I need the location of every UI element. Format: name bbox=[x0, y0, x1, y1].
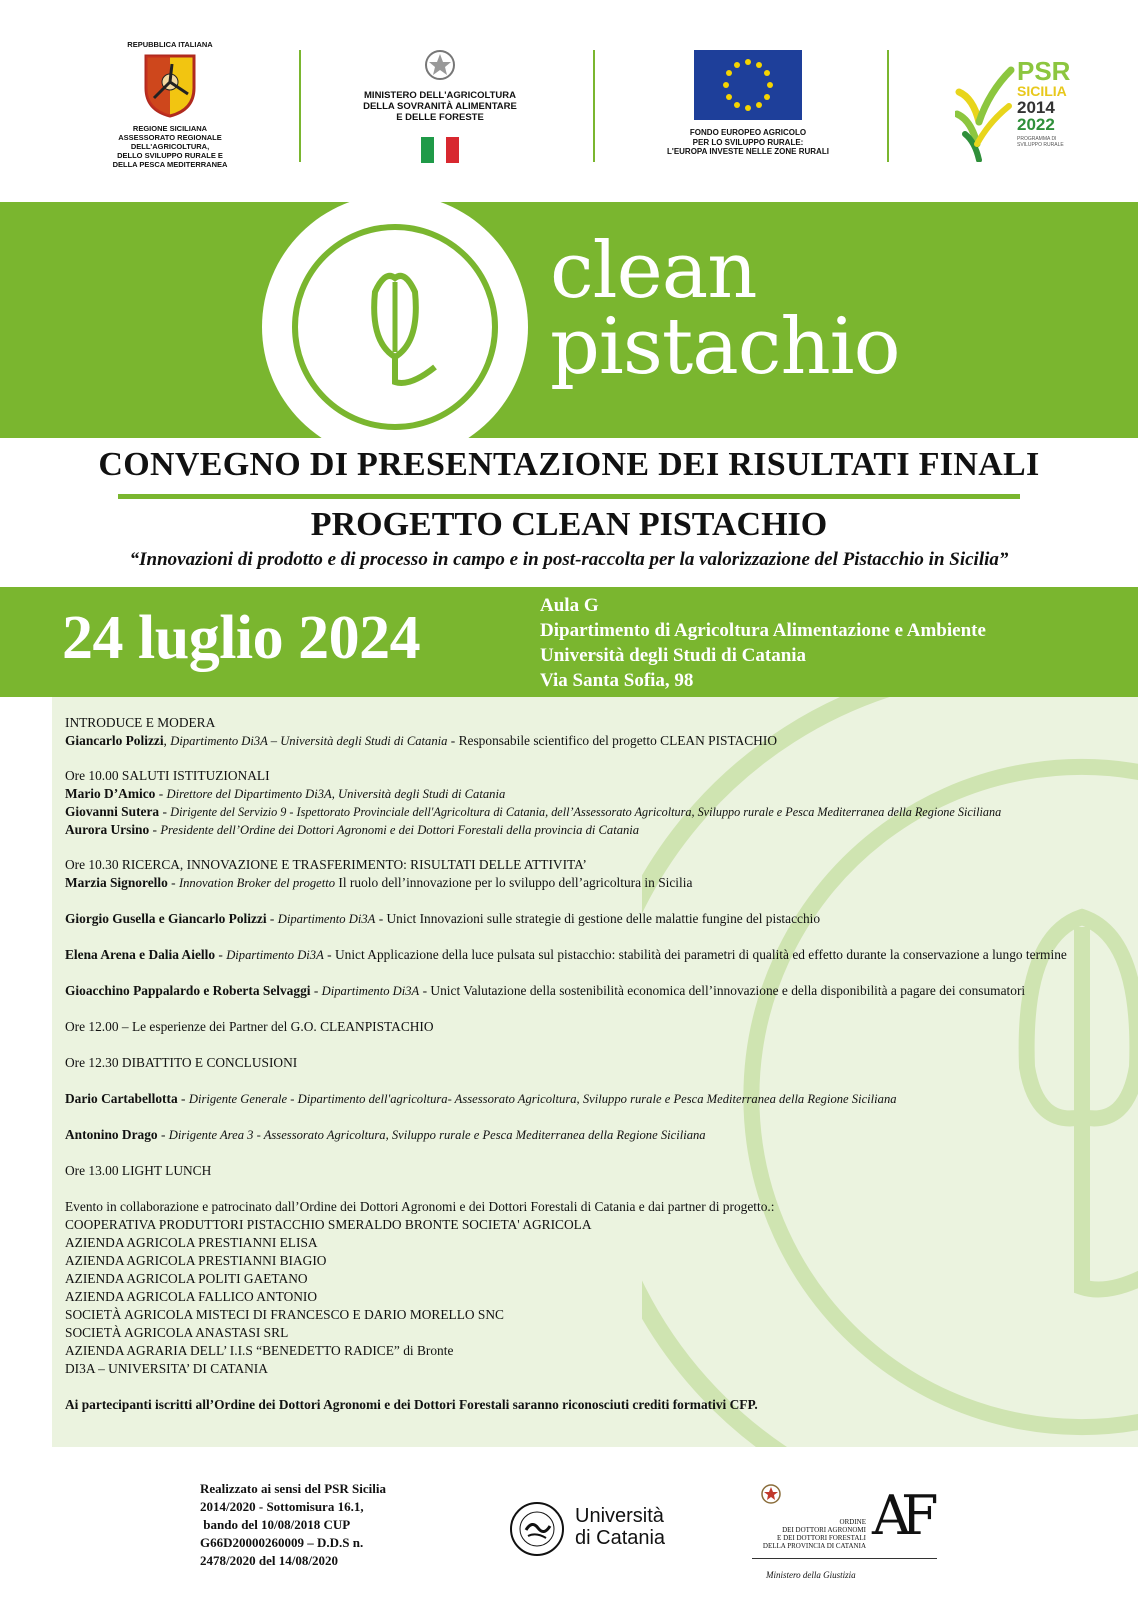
talk-item: Giorgio Gusella e Giancarlo Polizzi - Dipartimento Di3A - Unict Innovazioni sulle strategie di gestione delle malattie fungine del pistacchio bbox=[65, 911, 821, 926]
saluti-heading: Ore 10.00 SALUTI ISTITUZIONALI bbox=[65, 768, 270, 783]
speaker-name: Giancarlo Polizzi bbox=[65, 733, 164, 748]
speaker-role: Innovation Broker del progetto bbox=[178, 876, 336, 890]
project-title: PROGETTO CLEAN PISTACHIO bbox=[310, 506, 828, 543]
header-divider bbox=[593, 50, 595, 162]
speaker-role: Dirigente Generale - Dipartimento dell'agricoltura- Assessorato Agricoltura, Sviluppo rurale e Pesca Mediterranea della Regione Siciliana bbox=[188, 1092, 897, 1106]
partner-item: DI3A – UNIVERSITA’ DI CATANIA bbox=[65, 1361, 268, 1376]
cfp-text: Ai partecipanti iscritti all’Ordine dei Dottori Agronomi e dei Dottori Forestali saranno riconosciuti crediti formativi CFP. bbox=[65, 1397, 758, 1412]
partner-item: AZIENDA AGRICOLA FALLICO ANTONIO bbox=[65, 1289, 318, 1304]
ordine-line: DELLA PROVINCIA DI CATANIA bbox=[762, 1542, 866, 1550]
speaker-name: Antonino Drago bbox=[65, 1127, 158, 1142]
ministero-line-3: E DELLE FORESTE bbox=[396, 112, 484, 123]
ministero-line-2: DELLA SOVRANITÀ ALIMENTARE bbox=[363, 101, 517, 112]
psr-reference-note bbox=[200, 1480, 386, 1570]
unict-logo-text bbox=[575, 1505, 665, 1549]
speaker-desc: - Unict Valutazione della sostenibilità economica dell’innovazione e della disponibilità a pagare dei consumatori bbox=[419, 983, 1026, 998]
repubblica-label: REPUBBLICA ITALIANA bbox=[127, 40, 213, 49]
event-date: 24 luglio 2024 bbox=[62, 604, 421, 672]
unict-line-2: di Catania bbox=[575, 1527, 666, 1549]
conclusion-speaker: Antonino Drago - Dirigente Area 3 - Assessorato Agricoltura, Sviluppo rurale e Pesca Mediterranea della Regione Siciliana bbox=[65, 1127, 706, 1142]
ricerca-heading: Ore 10.30 RICERCA, INNOVAZIONE E TRASFERIMENTO: RISULTATI DELLE ATTIVITA’ bbox=[65, 857, 587, 872]
saluti-speaker: Mario D’Amico - Direttore del Dipartimento Di3A, Università degli Studi di Catania bbox=[65, 786, 506, 801]
speaker-name: Marzia Signorello bbox=[65, 875, 168, 890]
note-line: G66D20000260009 – D.D.S n. bbox=[200, 1535, 364, 1550]
speaker-role: Dirigente Area 3 - Assessorato Agricoltura, Sviluppo rurale e Pesca Mediterranea della Regione Siciliana bbox=[168, 1128, 706, 1142]
speaker-name: Giorgio Gusella e Giancarlo Polizzi bbox=[65, 911, 267, 926]
ordine-line: E DEI DOTTORI FORESTALI bbox=[777, 1534, 866, 1542]
speaker-role: Dipartimento Di3A – Università degli Studi di Catania bbox=[170, 734, 448, 748]
emblem-icon bbox=[423, 48, 457, 82]
ordine-line: ORDINE bbox=[839, 1518, 866, 1526]
saluti-speaker: Giovanni Sutera - Dirigente del Servizio 9 - Ispettorato Provinciale dell'Agricoltura di Catania, dell’Assessorato Agricoltura, Sviluppo rurale e Pesca Mediterranea della Regione Siciliana bbox=[65, 804, 1002, 819]
note-line: 2478/2020 del 14/08/2020 bbox=[200, 1553, 338, 1568]
psr-sicilia-text: SICILIA bbox=[1017, 83, 1067, 99]
partner-item: AZIENDA AGRICOLA PRESTIANNI ELISA bbox=[65, 1235, 318, 1250]
speaker-role: Dirigente del Servizio 9 - Ispettorato Provinciale dell'Agricoltura di Catania, dell’Assessorato Agricoltura, Sviluppo rurale e Pesca Mediterranea della Regione Siciliana bbox=[170, 805, 1002, 819]
cfp-note bbox=[65, 1396, 1105, 1414]
psr-text: PSR bbox=[1017, 56, 1071, 86]
partner-session: Ore 12.00 – Le esperienze dei Partner del G.O. CLEANPISTACHIO bbox=[65, 1019, 434, 1034]
eu-feasr-logo bbox=[650, 50, 846, 157]
clean-pistachio-emblem-icon bbox=[250, 202, 540, 438]
brand-clean-text: clean bbox=[550, 226, 757, 316]
event-venue bbox=[540, 593, 986, 693]
speaker-role: Dipartimento Di3A bbox=[277, 912, 376, 926]
regione-line-3: DELLO SVILUPPO RURALE E bbox=[117, 151, 223, 160]
ricerca-speaker: Marzia Signorello - Innovation Broker del progetto Il ruolo dell’innovazione per lo sviluppo dell’agricoltura in Sicilia bbox=[65, 875, 693, 890]
note-line: 2014/2020 - Sottomisura 16.1, bbox=[200, 1499, 364, 1514]
psr-year-start: 2014 bbox=[1017, 98, 1055, 117]
intro-speaker: Giancarlo Polizzi, Dipartimento Di3A – Università degli Studi di Catania - Responsabile scientifico del progetto CLEAN PISTACHIO bbox=[65, 733, 777, 748]
unict-line-1: Università bbox=[575, 1505, 664, 1527]
eu-line-1: FONDO EUROPEO AGRICOLO bbox=[689, 128, 807, 137]
speaker-name: Giovanni Sutera bbox=[65, 804, 160, 819]
note-line: Realizzato ai sensi del PSR Sicilia bbox=[200, 1481, 386, 1496]
brand-pistachio-text: pistachio bbox=[550, 302, 900, 392]
speaker-name: Gioacchino Pappalardo e Roberta Selvaggi bbox=[65, 983, 311, 998]
header-divider bbox=[299, 50, 301, 162]
partner-item: AZIENDA AGRICOLA PRESTIANNI BIAGIO bbox=[65, 1253, 327, 1268]
eu-line-2: PER LO SVILUPPO RURALE: bbox=[692, 137, 804, 147]
psr-caption-2: SVILUPPO RURALE bbox=[1017, 142, 1064, 148]
speaker-desc: - Responsabile scientifico del progetto CLEAN PISTACHIO bbox=[447, 733, 777, 748]
speaker-role: Dipartimento Di3A bbox=[226, 948, 324, 962]
brand-banner bbox=[0, 202, 1138, 438]
partner-item: SOCIETÀ AGRICOLA ANASTASI SRL bbox=[65, 1325, 289, 1340]
partner-item: AZIENDA AGRICOLA POLITI GAETANO bbox=[65, 1271, 308, 1286]
speaker-name: Aurora Ursino bbox=[65, 822, 150, 837]
program-text bbox=[65, 714, 1105, 1414]
note-line: bando del 10/08/2018 CUP bbox=[200, 1517, 351, 1532]
talk-item: Elena Arena e Dalia Aiello - Dipartimento Di3A - Unict Applicazione della luce pulsata sul pistacchio: stabilità dei parametri di qualità ed effetto durante la conservazione a lungo termine bbox=[65, 947, 1067, 962]
regione-siciliana-logo bbox=[100, 40, 240, 169]
dibattito-heading: Ore 12.30 DIBATTITO E CONCLUSIONI bbox=[65, 1055, 298, 1070]
regione-line-2: ASSESSORATO REGIONALE DELL'AGRICOLTURA, bbox=[118, 133, 222, 151]
speaker-desc: - Unict Innovazioni sulle strategie di gestione delle malattie fungine del pistacchio bbox=[375, 911, 821, 926]
title-divider bbox=[118, 494, 1020, 499]
ordine-logo-text bbox=[740, 1518, 866, 1550]
venue-line-2: Dipartimento di Agricoltura Alimentazione e Ambiente bbox=[540, 620, 986, 641]
eu-line-3: L'EUROPA INVESTE NELLE ZONE RURALI bbox=[667, 147, 829, 156]
ordine-line: DEI DOTTORI AGRONOMI bbox=[782, 1526, 866, 1534]
speaker-name: Elena Arena e Dalia Aiello bbox=[65, 947, 216, 962]
page-title: CONVEGNO DI PRESENTAZIONE DEI RISULTATI FINALI bbox=[98, 446, 1040, 483]
trinacria-shield-icon bbox=[142, 52, 198, 118]
republic-emblem-icon bbox=[760, 1482, 782, 1506]
lunch-heading: Ore 13.00 LIGHT LUNCH bbox=[65, 1163, 212, 1178]
ministero-logo bbox=[340, 48, 540, 163]
partner-item: COOPERATIVA PRODUTTORI PISTACCHIO SMERALDO BRONTE SOCIETA' AGRICOLA bbox=[65, 1217, 592, 1232]
speaker-desc: - Unict Applicazione della luce pulsata sul pistacchio: stabilità dei parametri di qualità ed effetto durante la conservazione a lungo termine bbox=[323, 947, 1067, 962]
italian-flag-icon bbox=[421, 137, 459, 163]
regione-line-1: REGIONE SICILIANA bbox=[132, 124, 208, 133]
eu-flag-icon bbox=[694, 50, 802, 120]
talk-item: Gioacchino Pappalardo e Roberta Selvaggi - Dipartimento Di3A - Unict Valutazione della sostenibilità economica dell’innovazione e della disponibilità a pagare dei consumatori bbox=[65, 983, 1026, 998]
venue-line-4: Via Santa Sofia, 98 bbox=[540, 670, 694, 691]
saluti-speaker: Aurora Ursino - Presidente dell’Ordine dei Dottori Agronomi e dei Dottori Forestali della provincia di Catania bbox=[65, 822, 640, 837]
ordine-af-logo: AF bbox=[872, 1484, 929, 1547]
speaker-role: Presidente dell’Ordine dei Dottori Agronomi e dei Dottori Forestali della provincia di Catania bbox=[160, 823, 640, 837]
psr-year-end: 2022 bbox=[1017, 115, 1055, 134]
psr-sicilia-logo bbox=[955, 58, 1075, 168]
conclusion-speaker: Dario Cartabellotta - Dirigente Generale - Dipartimento dell'agricoltura- Assessorato Agricoltura, Sviluppo rurale e Pesca Mediterranea della Regione Siciliana bbox=[65, 1091, 897, 1106]
unict-seal-icon bbox=[508, 1500, 566, 1558]
speaker-name: Dario Cartabellotta bbox=[65, 1091, 178, 1106]
header-divider bbox=[887, 50, 889, 162]
speaker-role: Dipartimento Di3A bbox=[321, 984, 420, 998]
speaker-desc: Il ruolo dell’innovazione per lo sviluppo dell’agricoltura in Sicilia bbox=[335, 875, 693, 890]
partner-item: AZIENDA AGRARIA DELL’ I.I.S “BENEDETTO RADICE” di Bronte bbox=[65, 1343, 454, 1358]
regione-line-4: DELLA PESCA MEDITERRANEA bbox=[112, 160, 228, 169]
intro-heading: INTRODUCE E MODERA bbox=[65, 715, 216, 730]
psr-caption-1: PROGRAMMA DI bbox=[1017, 136, 1057, 142]
project-subtitle: “Innovazioni di prodotto e di processo in campo e in post-raccolta per la valorizzazione del Pistacchio in Sicilia” bbox=[129, 549, 1009, 570]
ministero-line-1: MINISTERO DELL'AGRICOLTURA bbox=[364, 90, 516, 101]
collaboration-intro: Evento in collaborazione e patrocinato dall’Ordine dei Dottori Agronomi e dei Dottori Forestali di Catania e dai partner di progetto.: bbox=[65, 1199, 775, 1214]
speaker-role: Direttore del Dipartimento Di3A, Università degli Studi di Catania bbox=[166, 787, 506, 801]
speaker-name: Mario D’Amico bbox=[65, 786, 156, 801]
venue-line-3: Università degli Studi di Catania bbox=[540, 645, 807, 666]
ministero-giustizia-text: Ministero della Giustizia bbox=[766, 1570, 856, 1580]
venue-line-1: Aula G bbox=[540, 595, 599, 616]
ordine-rule bbox=[752, 1558, 937, 1559]
partner-item: SOCIETÀ AGRICOLA MISTECI DI FRANCESCO E DARIO MORELLO SNC bbox=[65, 1307, 504, 1322]
wheat-icon bbox=[955, 62, 1015, 162]
